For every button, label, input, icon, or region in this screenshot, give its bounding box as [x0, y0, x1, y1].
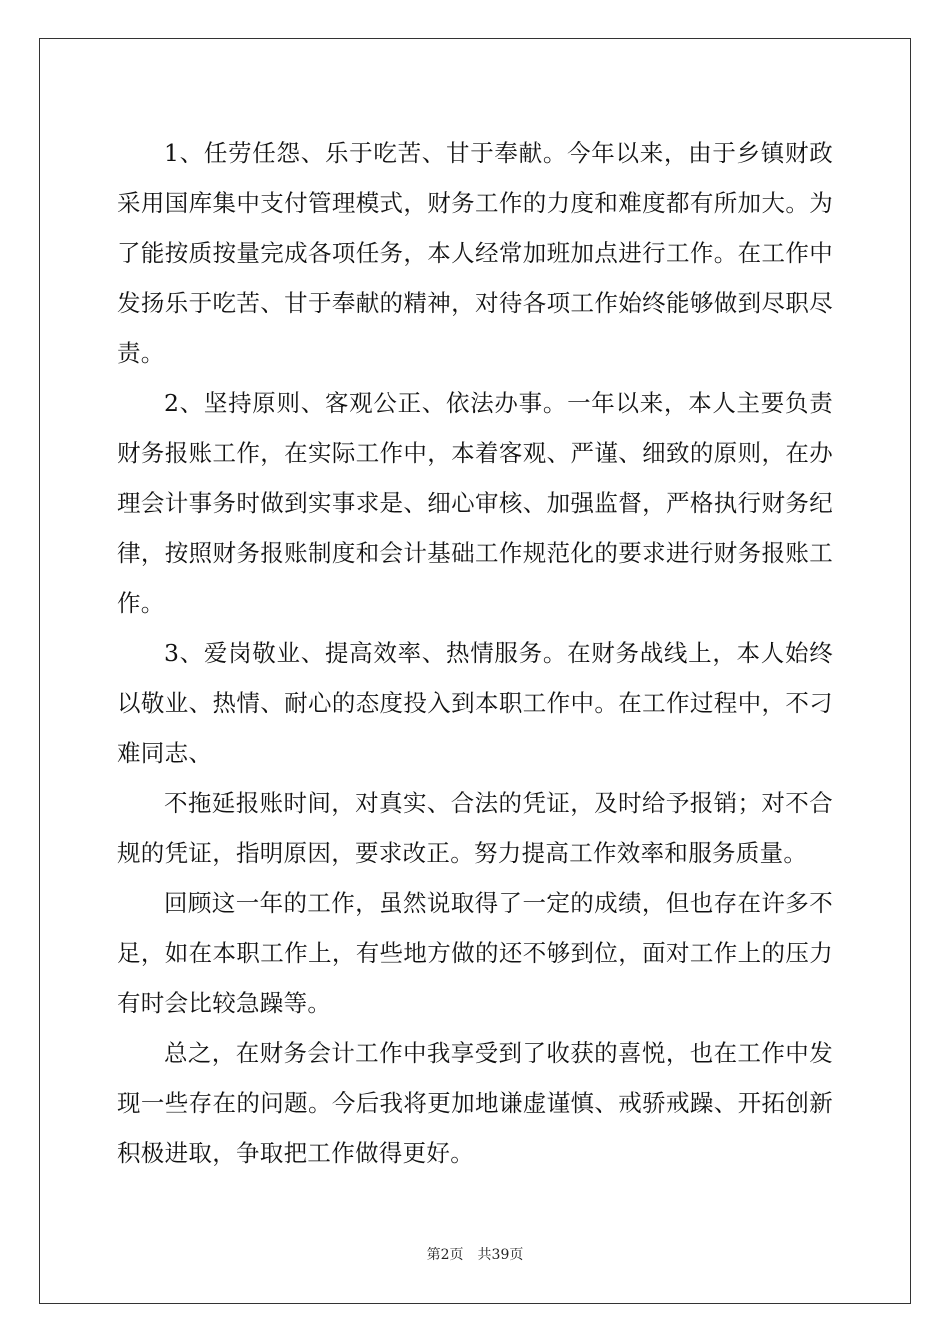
page-number: 第2页 共39页 [426, 1247, 524, 1263]
paragraph-3: 3、爱岗敬业、提高效率、热情服务。在财务战线上，本人始终以敬业、热情、耐心的态度投入到本职工作中。在工作过程中，不刁难同志、 [117, 639, 833, 767]
document-body [117, 128, 833, 1178]
paragraph-5: 回顾这一年的工作，虽然说取得了一定的成绩，但也存在许多不足，如在本职工作上，有些地方做的还不够到位，面对工作上的压力有时会比较急躁等。 [117, 889, 833, 1017]
paragraph-6: 总之，在财务会计工作中我享受到了收获的喜悦，也在工作中发现一些存在的问题。今后我将更加地谦虚谨慎、戒骄戒躁、开拓创新积极进取，争取把工作做得更好。 [117, 1039, 833, 1167]
paragraph-4: 不拖延报账时间，对真实、合法的凭证，及时给予报销；对不合规的凭证，指明原因，要求改正。努力提高工作效率和服务质量。 [117, 789, 833, 867]
paragraph-1: 1、任劳任怨、乐于吃苦、甘于奉献。今年以来，由于乡镇财政采用国库集中支付管理模式，财务工作的力度和难度都有所加大。为了能按质按量完成各项任务，本人经常加班加点进行工作。在工作中发扬乐于吃苦、甘于奉献的精神，对待各项工作始终能够做到尽职尽责。 [117, 139, 833, 367]
paragraph-2: 2、坚持原则、客观公正、依法办事。一年以来，本人主要负责财务报账工作，在实际工作中，本着客观、严谨、细致的原则，在办理会计事务时做到实事求是、细心审核、加强监督，严格执行财务纪律，按照财务报账制度和会计基础工作规范化的要求进行财务报账工作。 [117, 389, 833, 617]
